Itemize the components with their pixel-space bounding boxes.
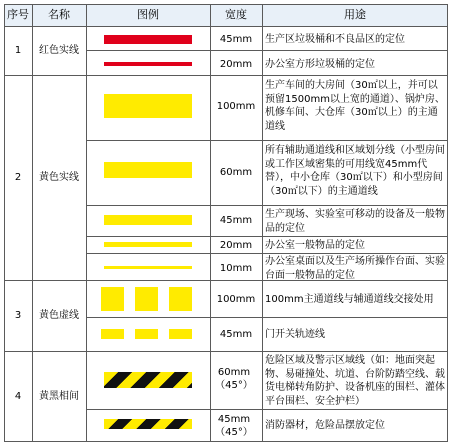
yellow-dash-100mm-segment [169, 287, 192, 311]
border-left [4, 4, 5, 442]
header-name: 名称 [48, 8, 70, 21]
col-divider [210, 4, 211, 442]
subrow-divider [86, 253, 448, 254]
header-sample: 图例 [137, 8, 159, 21]
usage-text: 生产现场、实验室可移动的设备及一般物品的定位 [265, 209, 445, 234]
yellow-dash-45mm-segment [169, 329, 192, 339]
row-no: 3 [14, 310, 22, 321]
row-name: 红色实线 [39, 45, 79, 56]
row-no: 1 [14, 45, 22, 56]
row-name: 黄色实线 [39, 172, 79, 183]
row-divider [4, 75, 448, 76]
yellow-solid-10mm-sample [104, 266, 192, 269]
width-value: 20mm [219, 240, 253, 251]
yellow-black-60mm-sample [104, 372, 192, 388]
width-value: 45mm [217, 414, 251, 425]
usage-text: 消防器材，危险品摆放定位 [265, 420, 385, 431]
row-divider [4, 26, 448, 27]
header-width: 宽度 [225, 8, 247, 21]
subrow-divider [86, 409, 448, 410]
row-name: 黄色虚线 [39, 310, 79, 321]
width-value: 45mm [219, 215, 253, 226]
header-usage: 用途 [344, 8, 366, 21]
row-no: 4 [14, 391, 22, 402]
usage-text: 100mm主通道线与辅通道线交接处用 [265, 294, 434, 305]
width-value: 45mm [219, 34, 253, 45]
width-value: 60mm [219, 167, 253, 178]
width-value: 100mm [216, 294, 256, 305]
row-no: 2 [14, 172, 22, 183]
col-divider [32, 4, 33, 442]
usage-text: 所有辅助通道线和区域划分线（小型房间或工作区域密集的可用线宽45mm代替），中小仓库（30㎡以下）和小型房间（30㎡以下）的主通道线 [265, 145, 445, 197]
yellow-dash-100mm-segment [101, 287, 124, 311]
subrow-divider [86, 140, 448, 141]
border-top [4, 4, 448, 5]
row-divider [4, 351, 448, 352]
usage-text: 办公室方形垃圾桶的定位 [265, 59, 375, 70]
width-value: 60mm [217, 367, 251, 378]
width-angle: （45°） [215, 380, 253, 391]
width-angle: （45°） [215, 427, 253, 438]
border-right [447, 4, 448, 442]
subrow-divider [86, 317, 448, 318]
yellow-dash-45mm-segment [101, 329, 124, 339]
usage-text: 办公室桌面以及生产场所操作台面、实验台面一般物品的定位 [265, 256, 445, 281]
width-value: 45mm [219, 329, 253, 340]
width-value: 100mm [216, 101, 256, 112]
subrow-divider [86, 236, 448, 237]
col-divider [86, 4, 87, 442]
usage-text: 门开关轨迹线 [265, 329, 325, 340]
header-no: 序号 [7, 8, 29, 21]
usage-text: 危险区域及警示区域线（如：地面突起物、易碰撞处、坑道、台阶防踏空线、载货电梯转角防护、设备机座的围栏、灌体平台围栏、安全护栏） [265, 355, 445, 407]
col-divider [262, 4, 263, 442]
row-name: 黄黑相间 [39, 391, 79, 402]
yellow-solid-20mm-sample [104, 242, 192, 247]
yellow-black-45mm-sample [104, 419, 192, 429]
yellow-dash-45mm-segment [135, 329, 158, 339]
yellow-solid-100mm-sample [104, 94, 192, 118]
red-solid-45mm-sample [104, 35, 192, 44]
yellow-dash-100mm-segment [135, 287, 158, 311]
subrow-divider [86, 50, 448, 51]
width-value: 10mm [219, 263, 253, 274]
usage-text: 生产区垃圾桶和不良品区的定位 [265, 34, 405, 45]
border-bottom [4, 441, 448, 442]
usage-text: 生产车间的大房间（30㎡以上，并可以预留1500mm以上宽的通道）、锅炉房、机修车间、大仓库（30㎡以上）的主通道线 [265, 80, 445, 132]
width-value: 20mm [219, 59, 253, 70]
subrow-divider [86, 205, 448, 206]
yellow-solid-45mm-sample [104, 215, 192, 225]
red-solid-20mm-sample [104, 62, 192, 66]
usage-text: 办公室一般物品的定位 [265, 240, 365, 251]
yellow-solid-60mm-sample [104, 162, 192, 178]
